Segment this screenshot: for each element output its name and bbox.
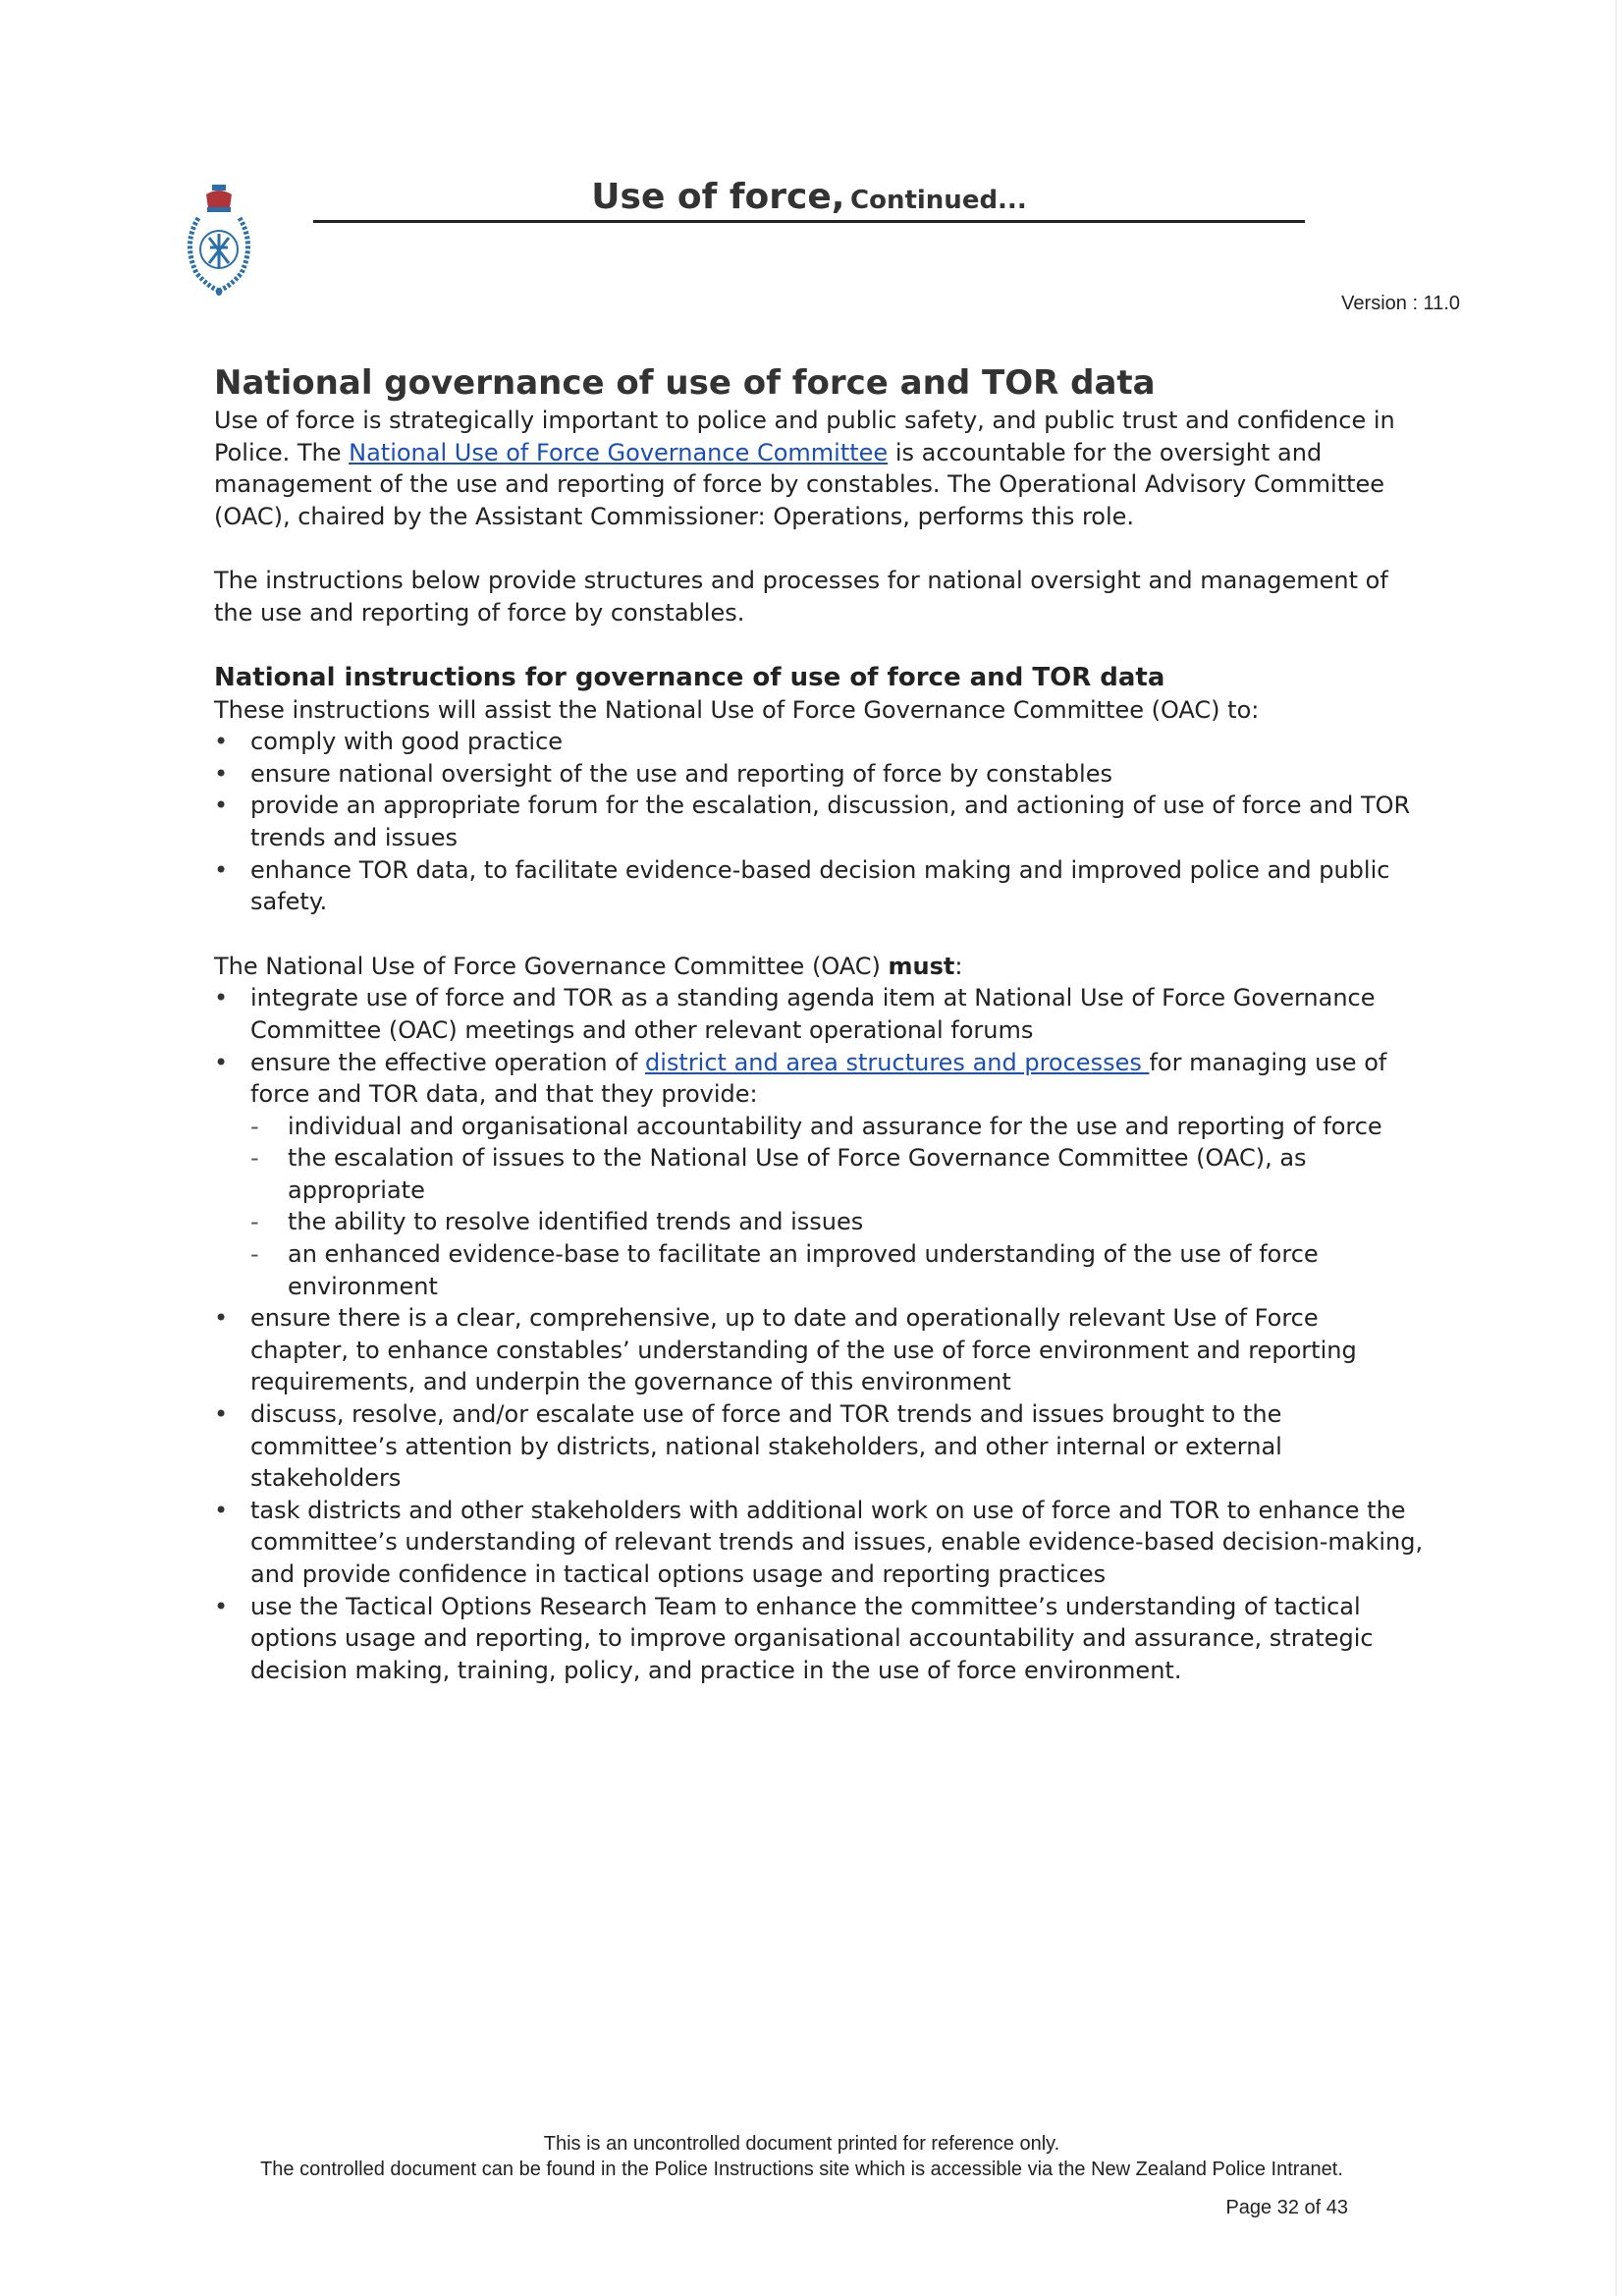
header-rule xyxy=(313,220,1305,223)
b2-text-a: ensure the effective operation of xyxy=(250,1048,645,1076)
list-item: • use the Tactical Options Research Team to enhance the committee’s understanding of tactical options usage and reporting, to improve organisational accountability and assurance, strategic decision making, training, policy, and practice in the use of force environment. xyxy=(214,1591,1424,1687)
running-header-title xyxy=(313,177,1305,217)
footer-uncontrolled-notice: This is an uncontrolled document printed for reference only. xyxy=(543,2133,1060,2155)
intro-paragraph xyxy=(214,405,1424,532)
police-crest-logo xyxy=(177,183,261,297)
must-colon: : xyxy=(954,952,963,980)
section-subheading: National instructions for governance of use of force and TOR data xyxy=(214,662,1165,692)
crown-icon xyxy=(206,185,232,212)
header-title-main: Use of force, xyxy=(591,177,845,217)
list-item: • ensure there is a clear, comprehensive, up to date and operationally relevant Use of Force chapter, to enhance constables’ understanding of the use of force environment and reporting requirements, and underpin the governance of this environment xyxy=(214,1302,1424,1398)
district-structures-link[interactable]: district and area structures and processes xyxy=(645,1048,1150,1076)
page-number: Page 32 of 43 xyxy=(1225,2197,1348,2218)
must-intro-text: The National Use of Force Governance Committee (OAC) xyxy=(214,952,889,980)
list-item: • integrate use of force and TOR as a standing agenda item at National Use of Force Governance Committee (OAC) meetings and other relevant operational forums xyxy=(214,982,1424,1046)
governance-committee-link[interactable]: National Use of Force Governance Committee xyxy=(349,438,889,466)
instructions-paragraph: The instructions below provide structures and processes for national oversight and management of the use and reporting of force by constables. xyxy=(214,567,1388,627)
sub-list-item: - an enhanced evidence-base to facilitate an improved understanding of the use of force environment xyxy=(250,1238,1424,1302)
must-intro xyxy=(214,951,1424,983)
version-label: Version : 11.0 xyxy=(1341,293,1460,314)
instructions-intro: These instructions will assist the National Use of Force Governance Committee (OAC) to: xyxy=(214,695,1260,724)
sub-dash-list xyxy=(250,1111,1424,1303)
list-item: • discuss, resolve, and/or escalate use of force and TOR trends and issues brought to the committee’s attention by districts, national stakeholders, and other internal or external stakeholders xyxy=(214,1398,1424,1495)
b2-text-b: for managing use of force and TOR data, and that they provide: xyxy=(250,1048,1387,1109)
list-item: • provide an appropriate forum for the escalation, discussion, and actioning of use of force and TOR trends and issues xyxy=(214,790,1424,853)
list-item: • ensure national oversight of the use and reporting of force by constables xyxy=(214,758,1424,791)
para1-text-b: is accountable for the oversight and management of the use and reporting of force by constables. The Operational Advisory Committee (OAC), chaired by the Assistant Commissioner: Operations, performs this role. xyxy=(214,438,1385,530)
page-heading: National governance of use of force and TOR data xyxy=(214,363,1156,403)
footer-controlled-location: The controlled document can be found in the Police Instructions site which is accessible via the New Zealand Police Intranet. xyxy=(260,2159,1343,2180)
list-item xyxy=(214,1047,1424,1303)
main-content xyxy=(214,363,1424,1686)
list-item: • enhance TOR data, to facilitate evidence-based decision making and improved police and public safety. xyxy=(214,854,1424,918)
list-item: • task districts and other stakeholders with additional work on use of force and TOR to enhance the committee’s understanding of relevant trends and issues, enable evidence-based decision-making, and provide confidence in tactical options usage and reporting practices xyxy=(214,1495,1424,1591)
sub-list-item: - individual and organisational accountability and assurance for the use and reporting of force xyxy=(250,1111,1424,1143)
header-title-continued: Continued... xyxy=(850,186,1027,215)
intro-bullet-list xyxy=(214,726,1424,918)
monogram-icon xyxy=(209,234,229,267)
para1-text-a: Use of force is strategically important to police and public safety, and public trust and confidence in Police. The xyxy=(214,407,1395,466)
must-bullet-list xyxy=(214,982,1424,1686)
list-item: • comply with good practice xyxy=(214,726,1424,758)
sub-list-item: - the ability to resolve identified trends and issues xyxy=(250,1206,1424,1238)
scan-edge xyxy=(1615,0,1617,2296)
must-bold: must xyxy=(888,952,955,980)
sub-list-item: - the escalation of issues to the National Use of Force Governance Committee (OAC), as appropriate xyxy=(250,1142,1424,1206)
